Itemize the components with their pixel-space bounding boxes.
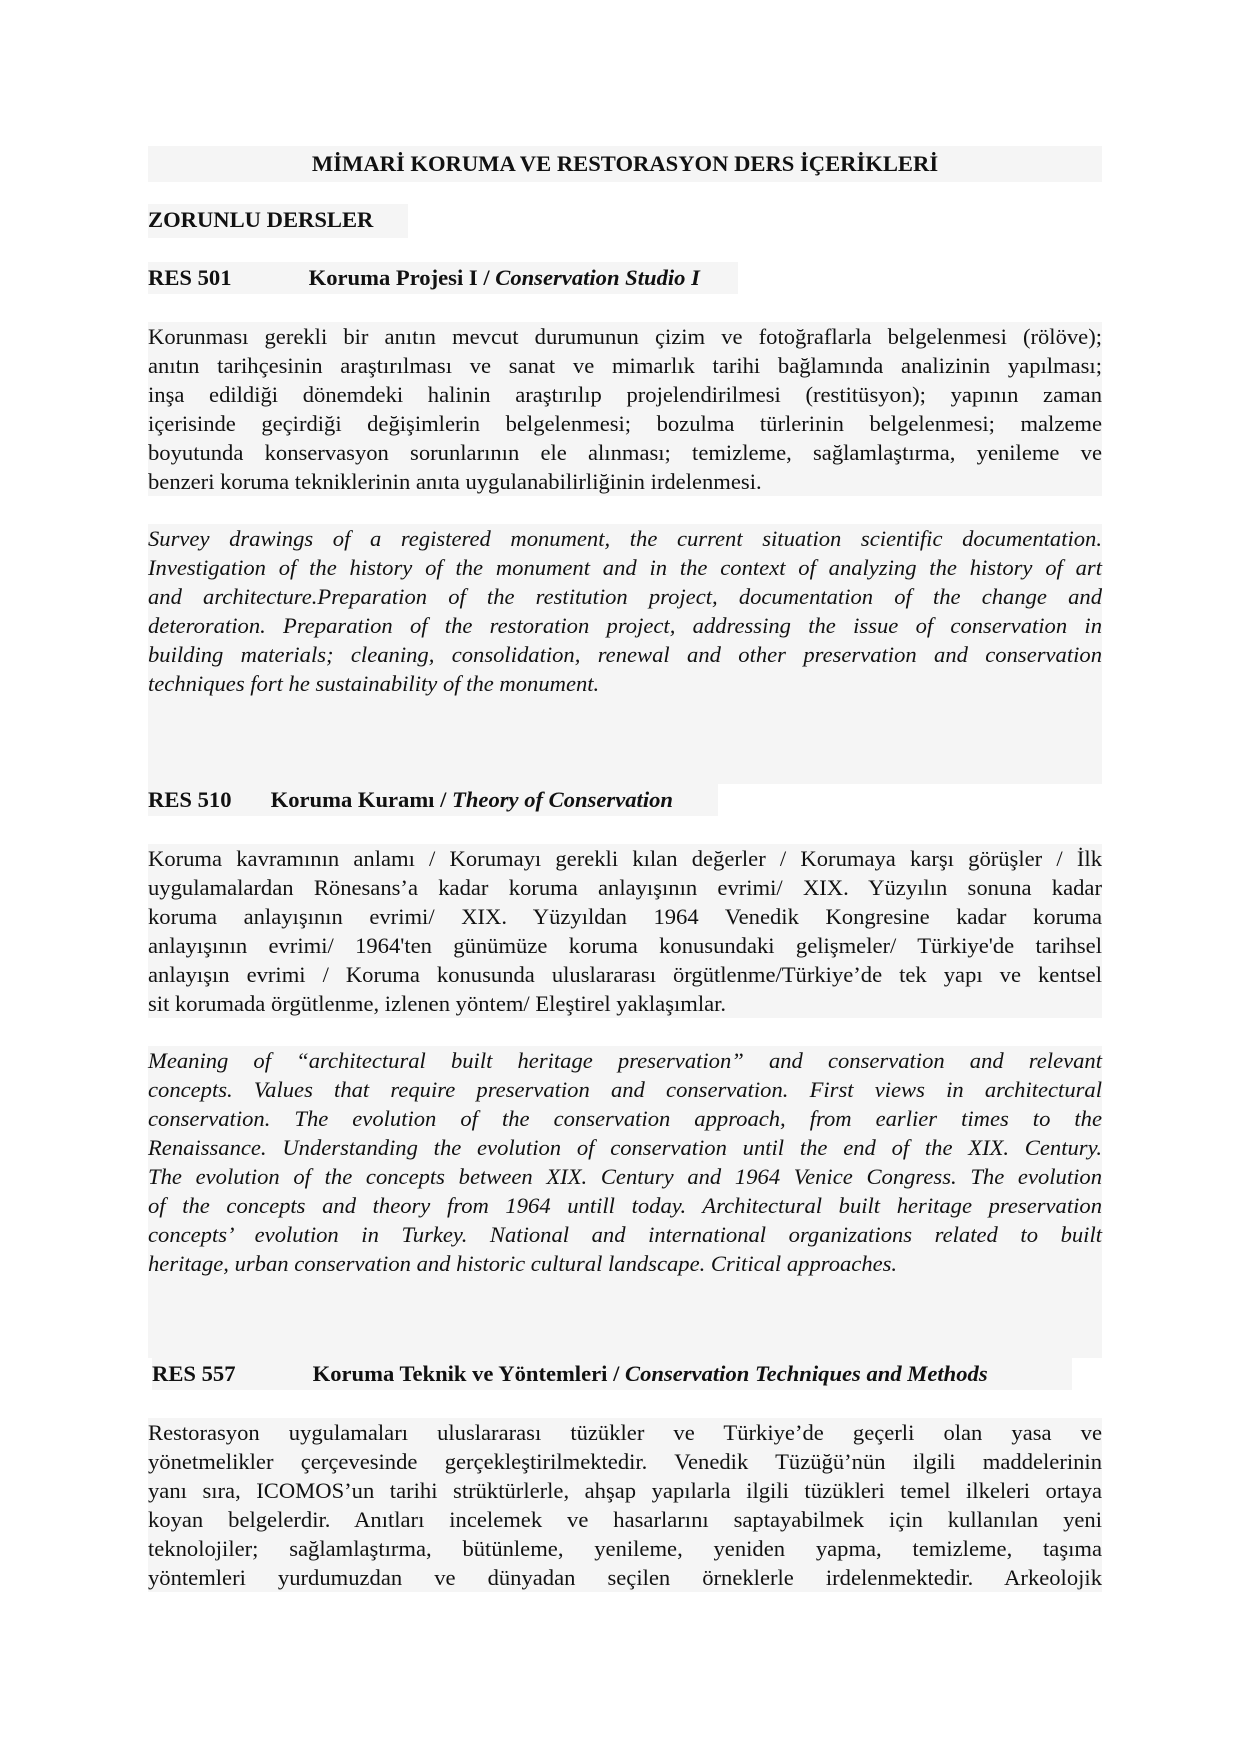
text-line: concepts’ evolution in Turkey. National and international organizations related to built <box>148 1222 1102 1247</box>
course-code: RES 557 <box>152 1361 236 1386</box>
text-line: deteroration. Preparation of the restoration project, addressing the issue of conservation in <box>148 613 1102 638</box>
text-line: Koruma kavramının anlamı / Korumayı gerekli kılan değerler / Korumaya karşı görüşler / İlk <box>148 846 1102 871</box>
text-line: sit korumada örgütlenme, izlenen yöntem/ Eleştirel yaklaşımlar. <box>148 991 727 1016</box>
text-line: boyutunda konservasyon sorunlarının ele alınması; temizleme, sağlamlaştırma, yenileme ve <box>148 440 1102 465</box>
text-line: Korunması gerekli bir anıtın mevcut durumunun çizim ve fotoğraflarla belgelenmesi (rölöve); <box>148 324 1102 349</box>
text-line: of the concepts and theory from 1964 untill today. Architectural built heritage preservation <box>148 1193 1102 1218</box>
section-heading: ZORUNLU DERSLER <box>148 204 408 238</box>
text-line: concepts. Values that require preservation and conservation. First views in architectural <box>148 1077 1102 1102</box>
course-description-tr-res557 <box>148 1418 1102 1592</box>
text-line: yanı sıra, ICOMOS’un tarihi strüktürlerle, ahşap yapılarla ilgili tüzükleri temel ilkeleri ortaya <box>148 1478 1102 1503</box>
spacer <box>148 698 1102 784</box>
text-line: conservation. The evolution of the conservation approach, from earlier times to the <box>148 1106 1102 1131</box>
text-line: teknolojiler; sağlamlaştırma, bütünleme, yenileme, yeniden yapma, temizleme, taşıma <box>148 1536 1102 1561</box>
text-line: and architecture.Preparation of the restitution project, documentation of the change and <box>148 584 1102 609</box>
text-line: Meaning of “architectural built heritage preservation” and conservation and relevant <box>148 1048 1102 1073</box>
text-line: techniques fort he sustainability of the monument. <box>148 671 600 696</box>
text-line: anlayışın evrimi / Koruma konusunda uluslararası örgütlenme/Türkiye’de tek yapı ve kentsel <box>148 962 1102 987</box>
course-description-tr-res510 <box>148 844 1102 1018</box>
text-line: yöntemleri yurdumuzdan ve dünyadan seçilen örneklerle irdelenmektedir. Arkeolojik <box>148 1565 1102 1590</box>
text-line: anlayışının evrimi/ 1964'ten günümüze koruma konusundaki gelişmeler/ Türkiye'de tarihsel <box>148 933 1102 958</box>
text-line: uygulamalardan Rönesans’a kadar koruma anlayışının evrimi/ XIX. Yüzyılın sonuna kadar <box>148 875 1102 900</box>
course-name-tr: Koruma Teknik ve Yöntemleri / <box>312 1361 620 1386</box>
course-code: RES 501 <box>148 265 232 290</box>
text-line: içerisinde geçirdiği değişimlerin belgelenmesi; bozulma türlerinin belgelenmesi; malzeme <box>148 411 1102 436</box>
course-heading-res557 <box>152 1358 1072 1390</box>
text-line: heritage, urban conservation and historic cultural landscape. Critical approaches. <box>148 1251 898 1276</box>
course-code: RES 510 <box>148 787 232 812</box>
text-line: koyan belgelerdir. Anıtları incelemek ve hasarlarını saptayabilmek için kullanılan yeni <box>148 1507 1102 1532</box>
text-line: benzeri koruma tekniklerinin anıta uygulanabilirliğinin irdelenmesi. <box>148 469 762 494</box>
course-name-tr: Koruma Kuramı / <box>270 787 447 812</box>
text-line: Renaissance. Understanding the evolution of conservation until the end of the XIX. Century. <box>148 1135 1102 1160</box>
course-name-en: Theory of Conservation <box>452 787 673 812</box>
course-name-tr: Koruma Projesi I / <box>308 265 490 290</box>
course-heading-res501 <box>148 262 738 294</box>
course-name-en: Conservation Techniques and Methods <box>625 1361 988 1386</box>
course-description-tr-res501 <box>148 322 1102 496</box>
text-line: koruma anlayışının evrimi/ XIX. Yüzyıldan 1964 Venedik Kongresine kadar koruma <box>148 904 1102 929</box>
course-description-en-res501 <box>148 524 1102 698</box>
text-line: Restorasyon uygulamaları uluslararası tüzükler ve Türkiye’de geçerli olan yasa ve <box>148 1420 1102 1445</box>
text-line: building materials; cleaning, consolidation, renewal and other preservation and conservation <box>148 642 1102 667</box>
text-line: anıtın tarihçesinin araştırılması ve sanat ve mimarlık tarihi bağlamında analizinin yapılması; <box>148 353 1102 378</box>
text-line: yönetmelikler çerçevesinde gerçekleştirilmektedir. Venedik Tüzüğü’nün ilgili maddelerinin <box>148 1449 1102 1474</box>
page-title: MİMARİ KORUMA VE RESTORASYON DERS İÇERİKLERİ <box>148 146 1102 182</box>
text-line: inşa edildiği dönemdeki halinin araştırılıp projelendirilmesi (restitüsyon); yapının zaman <box>148 382 1102 407</box>
course-heading-res510 <box>148 784 718 816</box>
text-line: The evolution of the concepts between XIX. Century and 1964 Venice Congress. The evolution <box>148 1164 1102 1189</box>
spacer <box>148 1278 1102 1358</box>
text-line: Survey drawings of a registered monument, the current situation scientific documentation. <box>148 526 1102 551</box>
text-line: Investigation of the history of the monument and in the context of analyzing the history of art <box>148 555 1102 580</box>
course-description-en-res510 <box>148 1046 1102 1278</box>
course-name-en: Conservation Studio I <box>495 265 700 290</box>
